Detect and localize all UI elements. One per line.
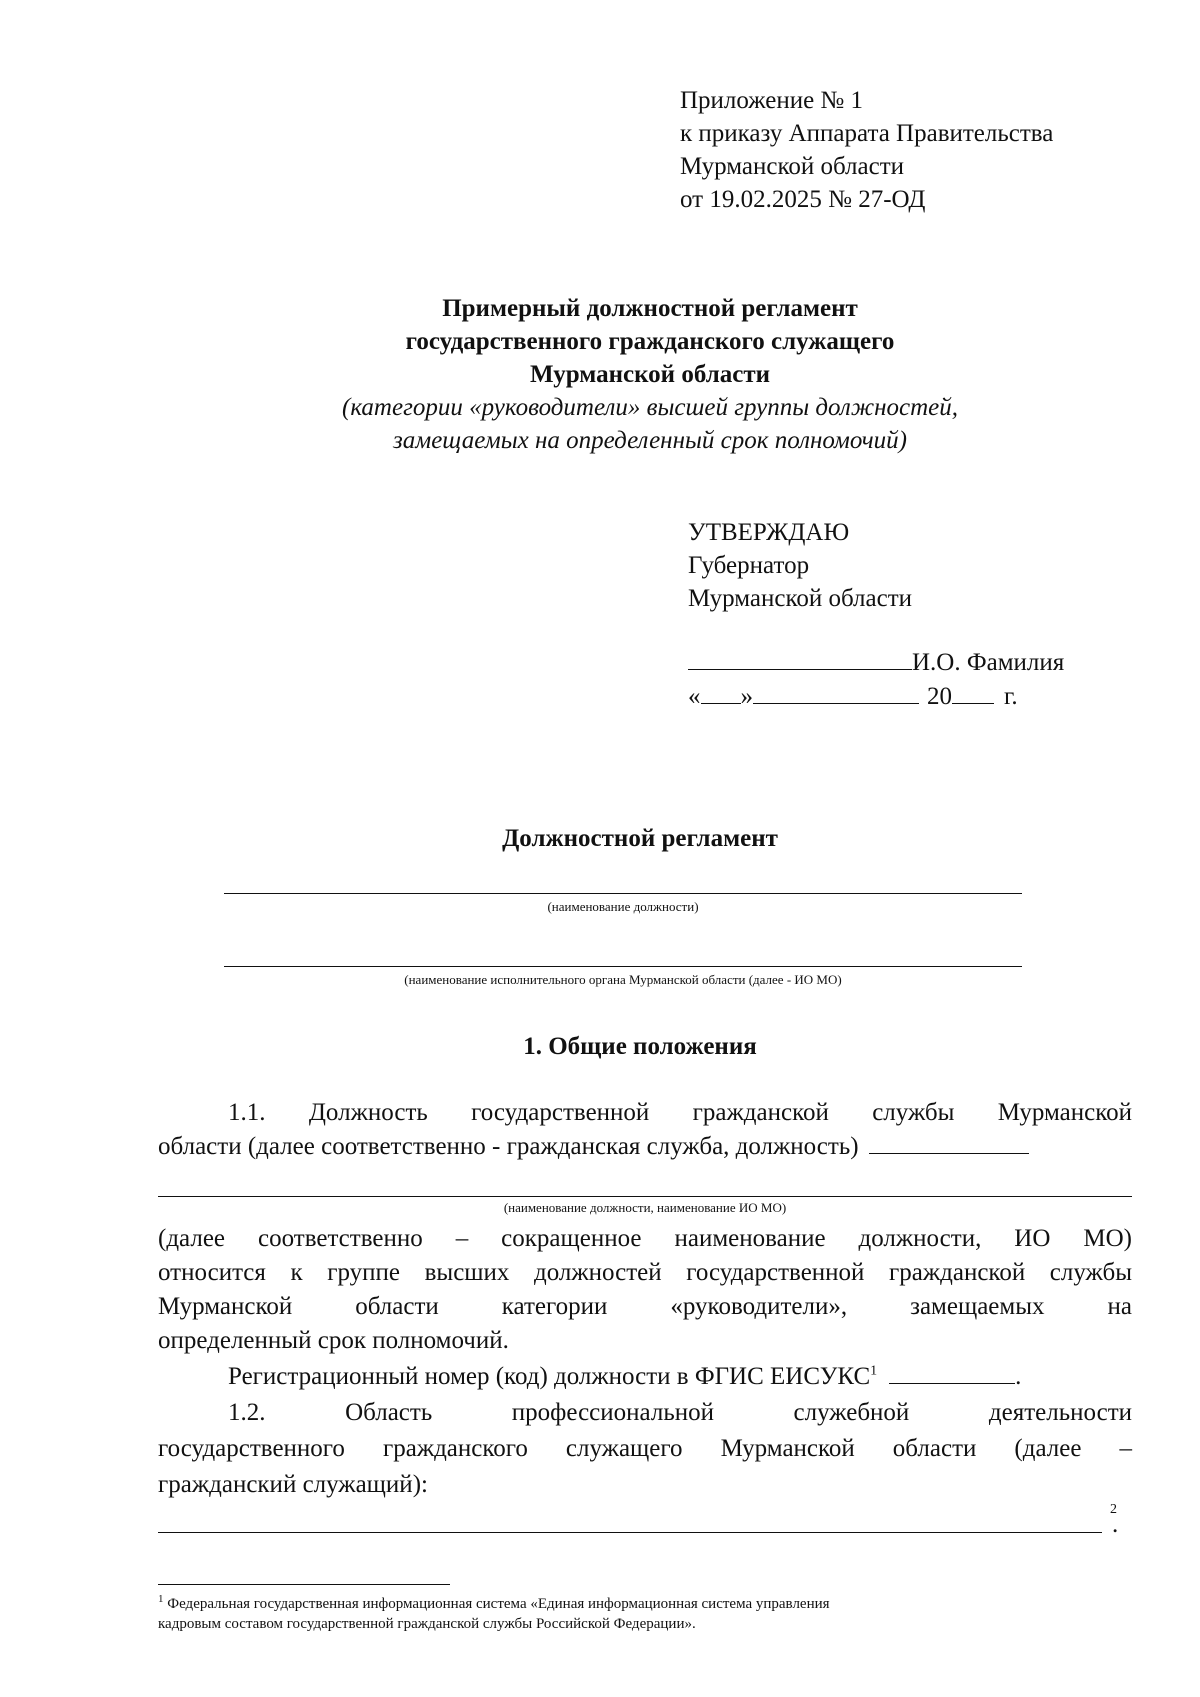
title-line-3: Мурманской области bbox=[529, 361, 771, 388]
p12-activity-blank bbox=[158, 1532, 1102, 1533]
p11-line-3: (далее соответственно – сокращенное наименование должности, ИО МО) bbox=[158, 1225, 1132, 1252]
signature-blank bbox=[688, 647, 912, 670]
approval-region: Мурманской области bbox=[688, 585, 913, 612]
footnote-line-1: Федеральная государственная информационная система «Единая информационная система управления bbox=[167, 1596, 830, 1612]
date-open-quote: « bbox=[688, 683, 701, 710]
year-blank bbox=[952, 681, 994, 704]
regulation-title: Должностной регламент bbox=[502, 825, 778, 852]
approval-signer-name: И.О. Фамилия bbox=[912, 649, 1065, 676]
footnote-line-2: кадровым составом государственной гражданской службы Российской Федерации». bbox=[158, 1616, 696, 1632]
registration-number-end: . bbox=[1015, 1363, 1022, 1390]
footnote-mark: 1 bbox=[158, 1593, 164, 1605]
p11-position-blank bbox=[869, 1131, 1029, 1154]
date-close-quote: » bbox=[740, 683, 753, 710]
year-suffix: г. bbox=[1004, 683, 1018, 710]
footnote-ref-2: 2 bbox=[1110, 1502, 1117, 1517]
p12-line-2: государственного гражданского служащего Мурманской области (далее – bbox=[158, 1435, 1132, 1462]
appendix-block bbox=[680, 84, 1053, 216]
position-name-blank bbox=[224, 893, 1022, 894]
approval-date-line bbox=[688, 680, 1018, 713]
document-title bbox=[200, 292, 1100, 457]
footnote-separator bbox=[158, 1584, 450, 1585]
position-name-caption: (наименование должности) bbox=[547, 899, 699, 914]
section-1-title: 1. Общие положения bbox=[523, 1033, 757, 1060]
month-blank bbox=[753, 681, 919, 704]
title-subtitle-1: (категории «руководители» высшей группы должностей, bbox=[342, 394, 958, 421]
title-line-1: Примерный должностной регламент bbox=[442, 295, 858, 322]
p11-line-2-text: области (далее соответственно - гражданская служба, должность) bbox=[158, 1133, 859, 1160]
p12-end: . bbox=[1112, 1511, 1119, 1538]
registration-number-blank bbox=[889, 1361, 1015, 1384]
p11-name-blank bbox=[158, 1196, 1132, 1197]
approval-heading: УТВЕРЖДАЮ bbox=[688, 519, 850, 546]
approval-signature-line bbox=[688, 646, 1064, 679]
p11-name-caption: (наименование должности, наименование ИО МО) bbox=[503, 1200, 787, 1215]
day-blank bbox=[701, 681, 741, 704]
p11-line-2 bbox=[158, 1130, 1029, 1163]
p12-line-3: гражданский служащий): bbox=[158, 1471, 428, 1498]
approval-block bbox=[688, 516, 912, 615]
appendix-date: от 19.02.2025 № 27-ОД bbox=[680, 186, 926, 213]
p11-line-5: Мурманской области категории «руководители», замещаемых на bbox=[158, 1293, 1132, 1320]
appendix-order-ref: к приказу Аппарата Правительства bbox=[680, 120, 1054, 147]
approval-position: Губернатор bbox=[688, 552, 810, 579]
registration-number-text: Регистрационный номер (код) должности в ФГИС ЕИСУКС bbox=[228, 1363, 871, 1390]
appendix-region: Мурманской области bbox=[680, 153, 905, 180]
body-name-caption: (наименование исполнительного органа Мурманской области (далее - ИО МО) bbox=[404, 972, 842, 987]
footnote-ref-1: 1 bbox=[870, 1363, 878, 1379]
p12-line-1: 1.2. Область профессиональной служебной деятельности bbox=[228, 1399, 1132, 1426]
title-subtitle-2: замещаемых на определенный срок полномочий) bbox=[393, 427, 907, 454]
title-line-2: государственного гражданского служащего bbox=[405, 328, 895, 355]
p11-line-1: 1.1. Должность государственной гражданской службы Мурманской bbox=[228, 1099, 1132, 1126]
footnote-1 bbox=[158, 1594, 830, 1634]
body-name-blank bbox=[224, 966, 1022, 967]
appendix-number: Приложение № 1 bbox=[680, 87, 864, 114]
registration-number-line bbox=[228, 1360, 1021, 1393]
p11-line-4: относится к группе высших должностей государственной гражданской службы bbox=[158, 1259, 1132, 1286]
year-prefix: 20 bbox=[927, 683, 952, 710]
p11-line-6: определенный срок полномочий. bbox=[158, 1327, 509, 1354]
